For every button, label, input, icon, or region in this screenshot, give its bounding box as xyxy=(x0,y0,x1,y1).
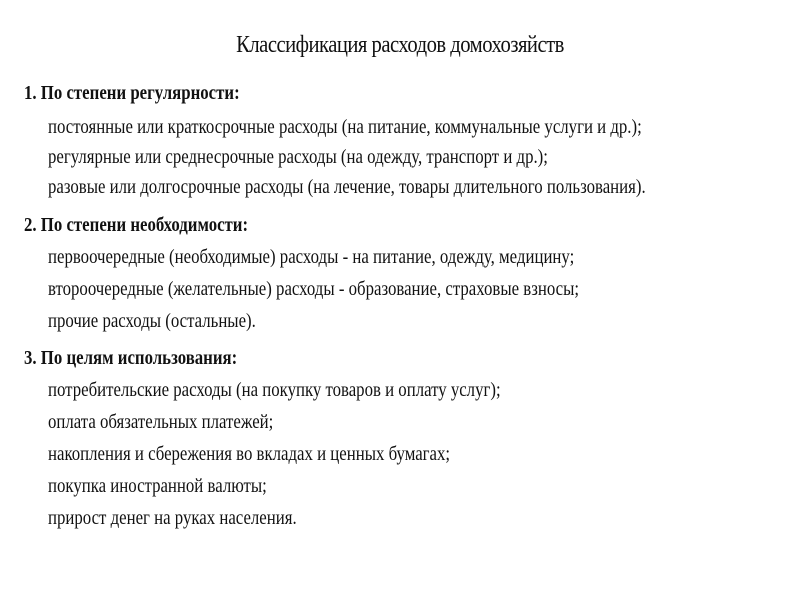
list-item: оплата обязательных платежей; xyxy=(48,411,274,433)
list-item: постоянные или краткосрочные расходы (на питание, коммунальные услуги и др.); xyxy=(48,116,642,138)
slide-title: Классификация расходов домохозяйств xyxy=(236,32,564,58)
list-item: потребительские расходы (на покупку товаров и оплату услуг); xyxy=(48,379,501,401)
section-heading: 2. По степени необходимости: xyxy=(24,214,249,236)
list-item: второочередные (желательные) расходы - образование, страховые взносы; xyxy=(48,278,580,300)
list-item: прирост денег на руках населения. xyxy=(48,507,297,529)
list-item: накопления и сбережения во вкладах и ценных бумагах; xyxy=(48,443,451,465)
list-item: регулярные или среднесрочные расходы (на одежду, транспорт и др.); xyxy=(48,146,548,168)
list-item: первоочередные (необходимые) расходы - на питание, одежду, медицину; xyxy=(48,246,575,268)
list-item: покупка иностранной валюты; xyxy=(48,475,267,497)
list-item: прочие расходы (остальные). xyxy=(48,310,256,332)
list-item: разовые или долгосрочные расходы (на лечение, товары длительного пользования). xyxy=(48,176,646,198)
section-heading: 3. По целям использования: xyxy=(24,347,238,369)
section-heading: 1. По степени регулярности: xyxy=(24,82,240,104)
